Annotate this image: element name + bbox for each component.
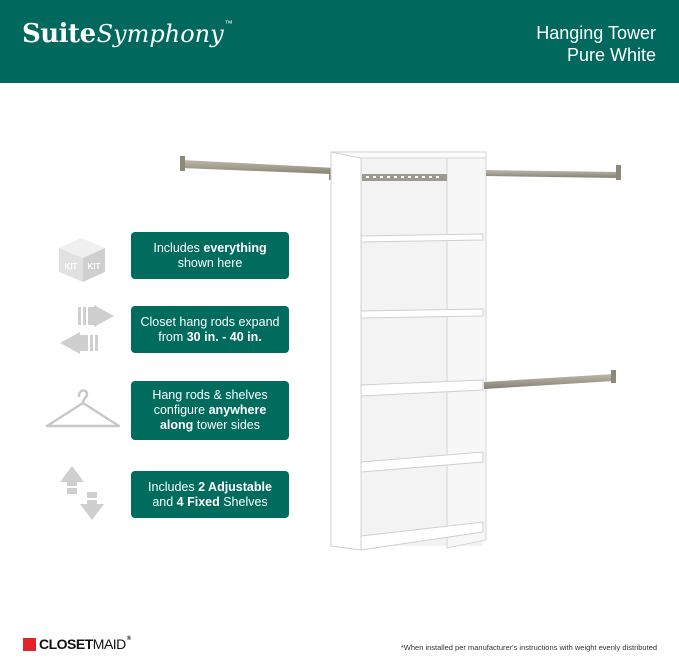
feature-bold-text: 2 Adjustable bbox=[198, 479, 272, 494]
brand-trademark: ™ bbox=[224, 19, 233, 28]
installation-footnote: *When installed per manufacturer's instructions with weight evenly distributed bbox=[400, 643, 657, 652]
feature-text: Shelves bbox=[219, 494, 268, 509]
expand-arrows-icon bbox=[56, 305, 118, 357]
feature-text: Includes bbox=[153, 240, 204, 255]
tower-body bbox=[331, 152, 486, 550]
right-top-hang-rod bbox=[486, 165, 621, 180]
feature-bold-text: along bbox=[159, 418, 194, 432]
feature-text: shown here bbox=[177, 255, 243, 270]
feature-bold-text: 4 Fixed bbox=[176, 494, 220, 509]
feature-bold-text: everything bbox=[203, 240, 267, 255]
product-name-line-1: Hanging Tower bbox=[536, 23, 656, 43]
feature-text: Closet hang rods expand bbox=[140, 314, 280, 329]
header-banner bbox=[0, 0, 679, 83]
closetmaid-logo bbox=[23, 636, 131, 652]
feature-text: and bbox=[152, 494, 177, 509]
up-down-arrows-icon bbox=[57, 462, 115, 526]
hanger-icon bbox=[43, 386, 123, 432]
logo-text-bold: CLOSET bbox=[39, 636, 93, 652]
feature-text: Includes bbox=[148, 479, 199, 494]
closetmaid-logo-square-icon bbox=[23, 638, 36, 651]
logo-text-light: MAID bbox=[92, 636, 126, 652]
product-name-line-2: Pure White bbox=[566, 45, 656, 65]
kit-label-right: KIT bbox=[87, 262, 101, 271]
logo-trademark: ® bbox=[126, 636, 131, 642]
feature-text: from bbox=[158, 329, 187, 344]
brand-suite-text: Suite bbox=[22, 19, 96, 49]
left-hang-rod bbox=[180, 156, 355, 180]
feature-text: tower sides bbox=[193, 418, 261, 432]
suite-symphony-logo bbox=[22, 19, 233, 49]
kit-label-left: KIT bbox=[64, 262, 78, 271]
hanging-tower-illustration bbox=[175, 145, 625, 555]
feature-text: Hang rods & shelves configure bbox=[152, 388, 268, 417]
feature-bold-text: 30 in. - 40 in. bbox=[186, 329, 262, 344]
kit-boxes-icon bbox=[55, 234, 135, 284]
right-lower-hang-rod bbox=[484, 370, 616, 389]
feature-bold-text: anywhere bbox=[208, 403, 267, 417]
brand-symphony-text: Symphony bbox=[96, 20, 224, 48]
product-name bbox=[536, 22, 656, 66]
